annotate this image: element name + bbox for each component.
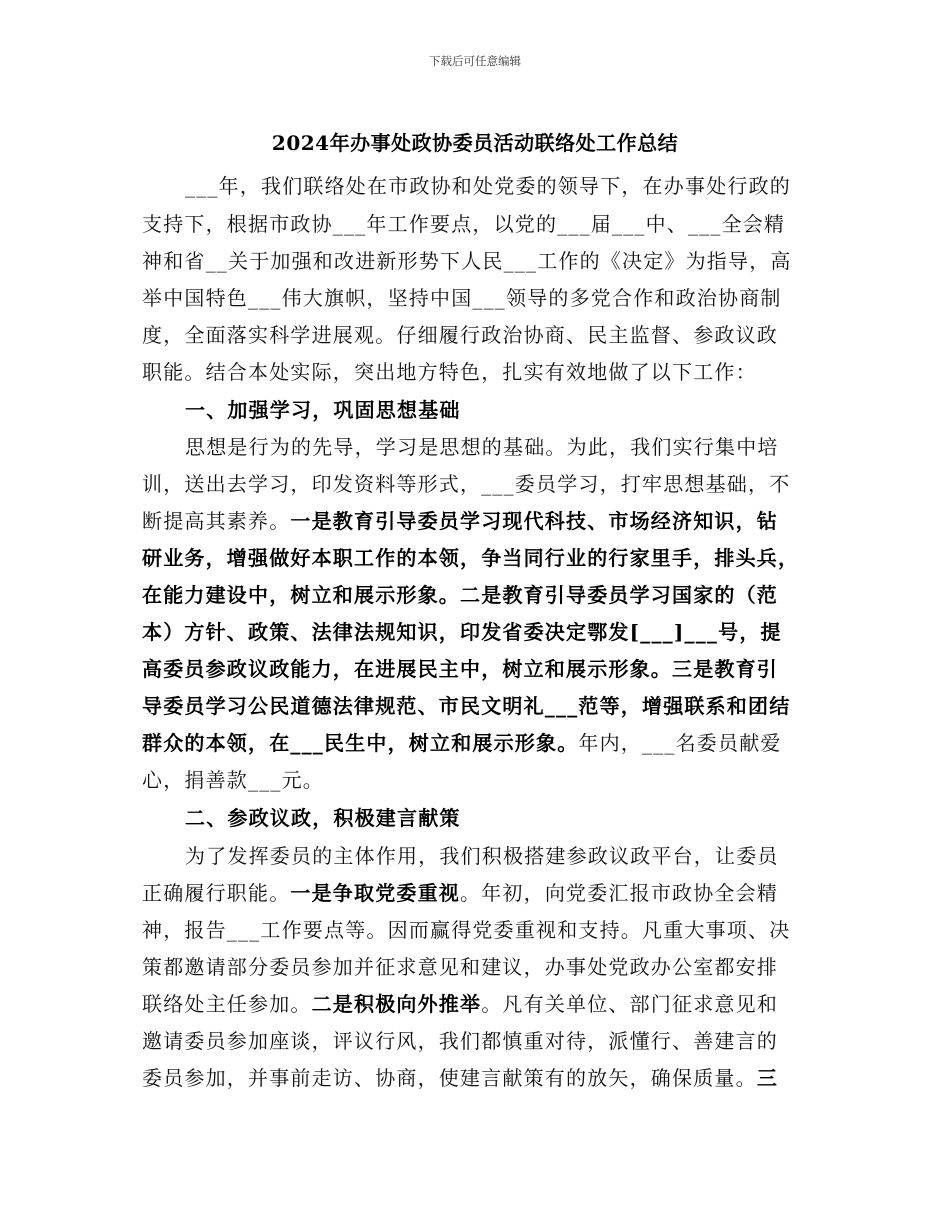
- paragraph-line: 正确履行职能。一是争取党委重视。年初，向党委汇报市政协全会精: [142, 881, 779, 905]
- paragraph-line: 断提高其素养。一是教育引导委员学习现代科技、市场经济知识，钻: [142, 509, 779, 533]
- paragraph-line: 心，捐善款___元。: [142, 768, 324, 792]
- paragraph-line: 联络处主任参加。二是积极向外推举。凡有关单位、部门征求意见和: [142, 992, 779, 1016]
- section-heading-1: 一、加强学习，巩固思想基础: [185, 398, 461, 422]
- paragraph-line: 训，送出去学习，印发资料等形式，___委员学习，打牢思想基础，不: [142, 472, 791, 496]
- paragraph-line: 思想是行为的先导，学习是思想的基础。为此，我们实行集中培: [185, 435, 779, 459]
- paragraph-line: 为了发挥委员的主体作用，我们积极搭建参政议政平台，让委员: [185, 844, 779, 868]
- paragraph-line: 举中国特色___伟大旗帜，坚持中国___领导的多党合作和政治协商制: [142, 286, 782, 310]
- paragraph-line: 研业务，增强做好本职工作的本领，争当同行业的行家里手，排头兵，: [142, 546, 800, 570]
- paragraph-line: 本）方针、政策、法律法规知识，印发省委决定鄂发[___]___号，提: [142, 620, 782, 644]
- header-note: 下载后可任意编辑: [429, 54, 521, 68]
- paragraph-line: 邀请委员参加座谈，评议行风，我们都慎重对待，派懂行、善建言的: [142, 1029, 778, 1053]
- document-title: 2024年办事处政协委员活动联络处工作总结: [271, 131, 679, 155]
- paragraph-line: 委员参加，并事前走访、协商，使建言献策有的放矢，确保质量。三: [142, 1066, 779, 1090]
- paragraph-line: 支持下，根据市政协___年工作要点，以党的___届___中、___全会精: [142, 212, 786, 236]
- paragraph-line: 导委员学习公民道德法律规范、市民文明礼___范等，增强联系和团结: [142, 694, 791, 718]
- section-heading-2: 二、参政议政，积极建言献策: [185, 806, 461, 830]
- paragraph-line: 高委员参政议政能力，在进展民主中，树立和展示形象。三是教育引: [142, 657, 778, 681]
- paragraph-line: 群众的本领，在___民生中，树立和展示形象。年内，___名委员献爱: [142, 731, 782, 755]
- paragraph-line: 职能。结合本处实际，突出地方特色，扎实有效地做了以下工作：: [142, 360, 757, 384]
- paragraph-line: 在能力建设中，树立和展示形象。二是教育引导委员学习国家的（范: [142, 583, 778, 607]
- paragraph-line: 神和省__关于加强和改进新形势下人民___工作的《决定》为指导，高: [142, 249, 792, 273]
- paragraph-line: 度，全面落实科学进展观。仔细履行政治协商、民主监督、参政议政: [142, 323, 778, 347]
- paragraph-line: ___年，我们联络处在市政协和处党委的领导下，在办事处行政的: [185, 174, 791, 198]
- paragraph-line: 策都邀请部分委员参加并征求意见和建议，办事处党政办公室都安排: [142, 955, 778, 979]
- paragraph-line: 神，报告___工作要点等。因而赢得党委重视和支持。凡重大事项、决: [142, 918, 791, 942]
